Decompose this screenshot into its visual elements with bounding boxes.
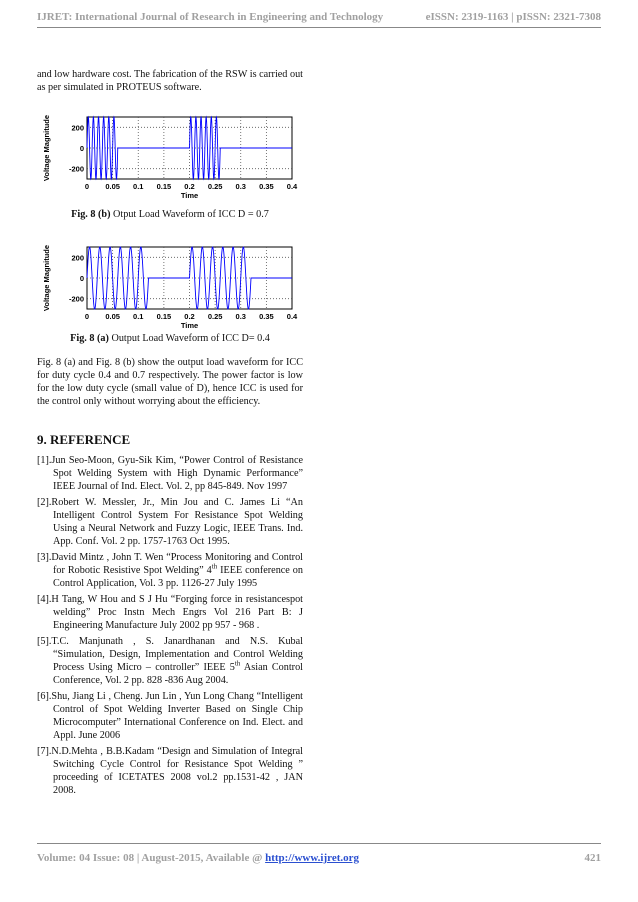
x-tick-label: 0.15 (156, 182, 172, 191)
issn-info: eISSN: 2319-1163 | pISSN: 2321-7308 (425, 11, 601, 23)
caption-label: Fig. 8 (b) (71, 209, 111, 220)
figure-caption-8a (37, 333, 303, 344)
figure-caption-8b (37, 209, 303, 220)
x-tick-label: 0.15 (156, 312, 172, 321)
reference-item: [5].T.C. Manjunath , S. Janardhanan and N.S. Kubal “Simulation, Design, Implementation and Control Welding Process Using Micro – controller” IEEE 5th Asian Control Conference, Vol. 2 pp. 828 -836 Aug 2004. (37, 636, 303, 686)
volume-info (37, 852, 359, 864)
waveform-plot-d04 (37, 243, 303, 336)
waveform-plot-d07 (37, 113, 303, 206)
chart-fig-8b (37, 113, 303, 206)
reference-item: [1].Jun Seo-Moon, Gyu-Sik Kim, “Power Control of Resistance Spot Welding System with High Dynamic Performance” IEEE Journal of Ind. Elect. Vol. 2, pp 845-849. Nov 1997 (37, 455, 303, 492)
y-tick-label: -200 (68, 164, 84, 174)
y-tick-label: 0 (79, 144, 84, 153)
x-tick-label: 0.1 (133, 182, 144, 191)
reference-item: [3].David Mintz , John T. Wen “Process Monitoring and Control for Robotic Resistive Spot Welding” 4th IEEE conference on Control Application, Vol. 3 pp. 1126-27 July 1995 (37, 552, 303, 589)
x-tick-label: 0.25 (207, 182, 223, 191)
x-tick-label: 0.3 (235, 182, 246, 191)
chart-fig-8a (37, 243, 303, 336)
reference-item: [7].N.D.Mehta , B.B.Kadam “Design and Simulation of Integral Switching Cycle Control for Resistance Spot Welding ” proceeding of ICETATES 2008 vol.2 pp.1531-42 , JAN 2008. (37, 746, 303, 796)
x-tick-label: 0 (84, 312, 90, 321)
page-number: 421 (584, 852, 601, 864)
y-tick-label: 0 (79, 274, 84, 283)
section-title: 9. REFERENCE (37, 432, 131, 447)
x-axis-label: Time (180, 191, 199, 200)
reference-item: [2].Robert W. Messler, Jr., Min Jou and C. James Li “An Intelligent Control System For Resistance Spot Welding Using a Neural Network and Fuzzy Logic, IEEE Trans. Ind. App. Conf. Vol. 2 pp. 1757-1763 Oct 1995. (37, 497, 303, 547)
x-tick-label: 0.2 (184, 312, 195, 321)
x-tick-label: 0.25 (207, 312, 223, 321)
x-tick-label: 0.35 (259, 312, 274, 321)
running-header (37, 11, 601, 27)
journal-name: IJRET: International Journal of Research in Engineering and Technology (37, 11, 384, 23)
x-tick-label: 0.35 (259, 182, 274, 191)
header-divider (37, 27, 601, 28)
x-tick-label: 0 (84, 182, 90, 191)
intro-paragraph: and low hardware cost. The fabrication of the RSW is carried out as per simulated in PROTEUS software. (37, 69, 303, 93)
journal-link[interactable]: http://www.ijret.org (265, 852, 360, 864)
reference-list (37, 454, 303, 800)
y-tick-label: 200 (71, 123, 84, 133)
reference-item: [4].H Tang, W Hou and S J Hu “Forging force in resistancespot welding” Proc Instn Mech Engrs Vol 216 Part B: J Engineering Manufacture July 2002 pp 957 - 968 . (37, 594, 303, 631)
footer-divider (37, 843, 601, 844)
x-tick-label: 0.05 (105, 312, 120, 321)
x-tick-label: 0.4 (286, 182, 298, 191)
y-tick-label: -200 (68, 294, 84, 304)
x-axis-label: Time (180, 321, 199, 330)
volume-text: Volume: 04 Issue: 08 | August-2015, Available @ (37, 852, 266, 864)
x-tick-label: 0.2 (184, 182, 195, 191)
x-tick-label: 0.4 (286, 312, 298, 321)
reference-item: [6].Shu, Jiang Li , Cheng. Jun Lin , Yun Long Chang “Intelligent Control of Spot Welding Inverter Based on Single Chip Microcomputer” International Conference on Ind. Elect. and Appl. June 2006 (37, 691, 303, 741)
x-tick-label: 0.3 (235, 312, 246, 321)
y-axis-label: Voltage Magnitude (42, 244, 51, 312)
x-tick-label: 0.05 (105, 182, 120, 191)
x-tick-label: 0.1 (133, 312, 144, 321)
body-paragraph: Fig. 8 (a) and Fig. 8 (b) show the output load waveform for ICC for duty cycle 0.4 and 0.7 respectively. The power factor is low for the low duty cycle (small value of D), hence ICC is used for the control only without worrying about the efficiency. (37, 357, 303, 407)
caption-label: Fig. 8 (a) (70, 333, 109, 344)
caption-text: Output Load Waveform of ICC D= 0.4 (108, 333, 270, 344)
caption-text: Otput Load Waveform of ICC D = 0.7 (110, 209, 269, 220)
y-axis-label: Voltage Magnitude (42, 114, 51, 182)
y-tick-label: 200 (71, 253, 84, 263)
